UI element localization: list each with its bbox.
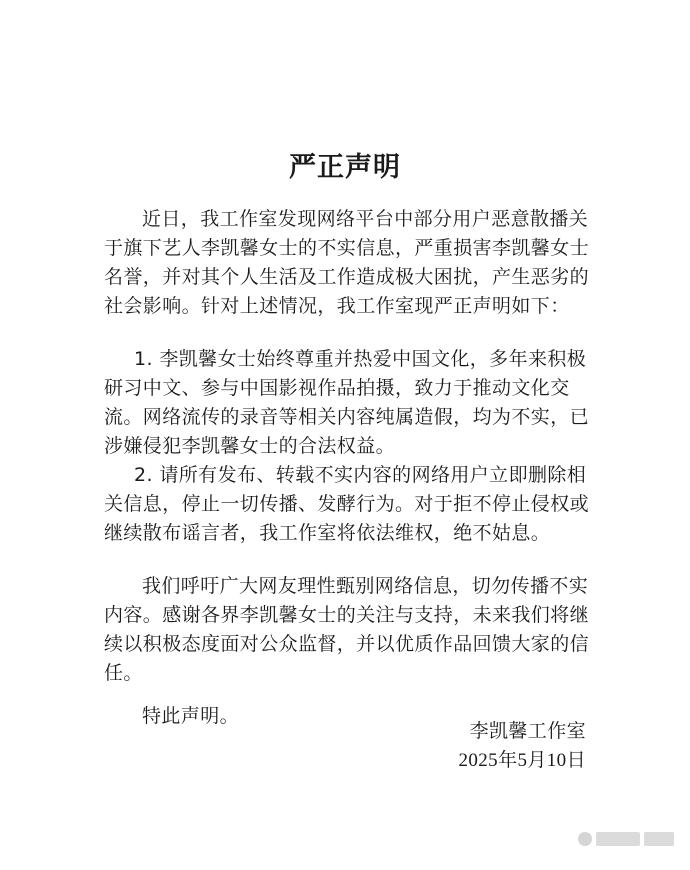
watermark-text-block [644, 832, 674, 846]
statement-point-2: 2. 请所有发布、转载不实内容的网络用户立即删除相关信息，停止一切传播、发酵行为。对于拒不停止侵权或继续散布谣言者，我工作室将依法维权，绝不姑息。 [104, 464, 590, 544]
watermark-text-block [596, 832, 640, 846]
statement-date: 2025年5月10日 [458, 750, 586, 771]
statement-point-1: 1. 李凯馨女士始终尊重并热爱中国文化，多年来积极研习中文、参与中国影视作品拍摄，致力于推动文化交流。网络流传的录音等相关内容纯属造假，均为不实，已涉嫌侵犯李凯馨女士的合法权益。 [104, 348, 590, 457]
intro-paragraph: 近日，我工作室发现网络平台中部分用户恶意散播关于旗下艺人李凯馨女士的不实信息，严重损害李凯馨女士名誉，并对其个人生活及工作造成极大困扰，产生恶劣的社会影响。针对上述情况，我工作室现严正声明如下： [104, 208, 590, 317]
document-title: 严正声明 [289, 152, 401, 183]
closing-text: 特此声明。 [142, 705, 240, 727]
signature: 李凯馨工作室 [469, 720, 586, 742]
watermark-logo-icon [578, 832, 592, 846]
watermark [578, 832, 674, 846]
appeal-paragraph: 我们呼吁广大网友理性甄别网络信息，切勿传播不实内容。感谢各界李凯馨女士的关注与支持，未来我们将继续以积极态度面对公众监督，并以优质作品回馈大家的信任。 [104, 575, 590, 684]
statement-points [104, 345, 594, 548]
